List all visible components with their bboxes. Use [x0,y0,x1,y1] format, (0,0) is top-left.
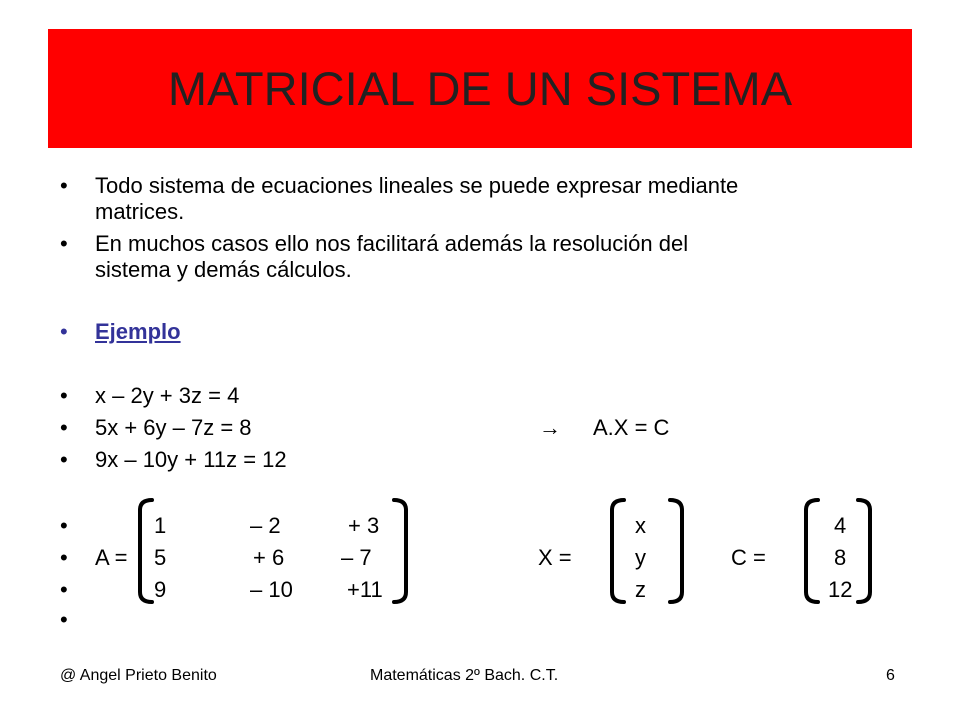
matrix-a-cell: – 10 [250,577,293,602]
matrix-a-label: A = [95,545,128,570]
bullet: • [60,383,68,408]
matrix-x-label: X = [538,545,572,570]
matrix-x-cell: x [635,513,646,538]
matrix-a-left-bracket [134,496,156,606]
example-link[interactable]: Ejemplo [95,319,181,344]
matrix-a-cell: +11 [347,577,383,602]
paragraph-1-line-2: matrices. [95,199,185,224]
equation-1: x – 2y + 3z = 4 [95,383,240,408]
bullet: • [60,447,68,472]
footer-author: @ Angel Prieto Benito [60,667,217,684]
matrix-a-cell: 5 [154,545,167,570]
paragraph-2-line-1: En muchos casos ello nos facilitará además la resolución del [95,231,689,256]
page-number: 6 [886,667,895,684]
matrix-a-cell: 9 [154,577,167,602]
matrix-c-cell: 4 [834,513,847,538]
matrix-a-cell: 1 [154,513,167,538]
paragraph-2-line-2: sistema y demás cálculos. [95,257,352,282]
bullet: • [60,545,68,570]
title-bar [48,29,912,148]
bullet: • [60,173,68,198]
slide-title: MATRICIAL DE UN SISTEMA [167,62,793,115]
matrix-a-cell: – 2 [250,513,281,538]
arrow-right-icon: → [539,415,561,440]
bullet: • [60,513,68,538]
matrix-x-right-bracket [666,496,688,606]
matrix-equation: A.X = C [593,415,670,440]
matrix-a-cell: + 6 [253,545,285,570]
matrix-c-cell: 12 [828,577,853,602]
matrix-x-cell: y [635,545,646,570]
matrix-x-left-bracket [606,496,628,606]
matrix-c-right-bracket [854,496,876,606]
bullet: • [60,415,68,440]
footer-course: Matemáticas 2º Bach. C.T. [370,667,559,684]
matrix-c-cell: 8 [834,545,847,570]
bullet: • [60,607,68,632]
bullet: • [60,319,68,344]
matrix-c-left-bracket [800,496,822,606]
matrix-a-cell: + 3 [348,513,380,538]
matrix-a-cell: – 7 [341,545,372,570]
paragraph-1-line-1: Todo sistema de ecuaciones lineales se puede expresar mediante [95,173,739,198]
matrix-c-label: C = [731,545,766,570]
bullet: • [60,577,68,602]
matrix-a-right-bracket [390,496,412,606]
equation-2: 5x + 6y – 7z = 8 [95,415,252,440]
matrix-x-cell: z [635,577,646,602]
equation-3: 9x – 10y + 11z = 12 [95,447,287,472]
bullet: • [60,231,68,256]
